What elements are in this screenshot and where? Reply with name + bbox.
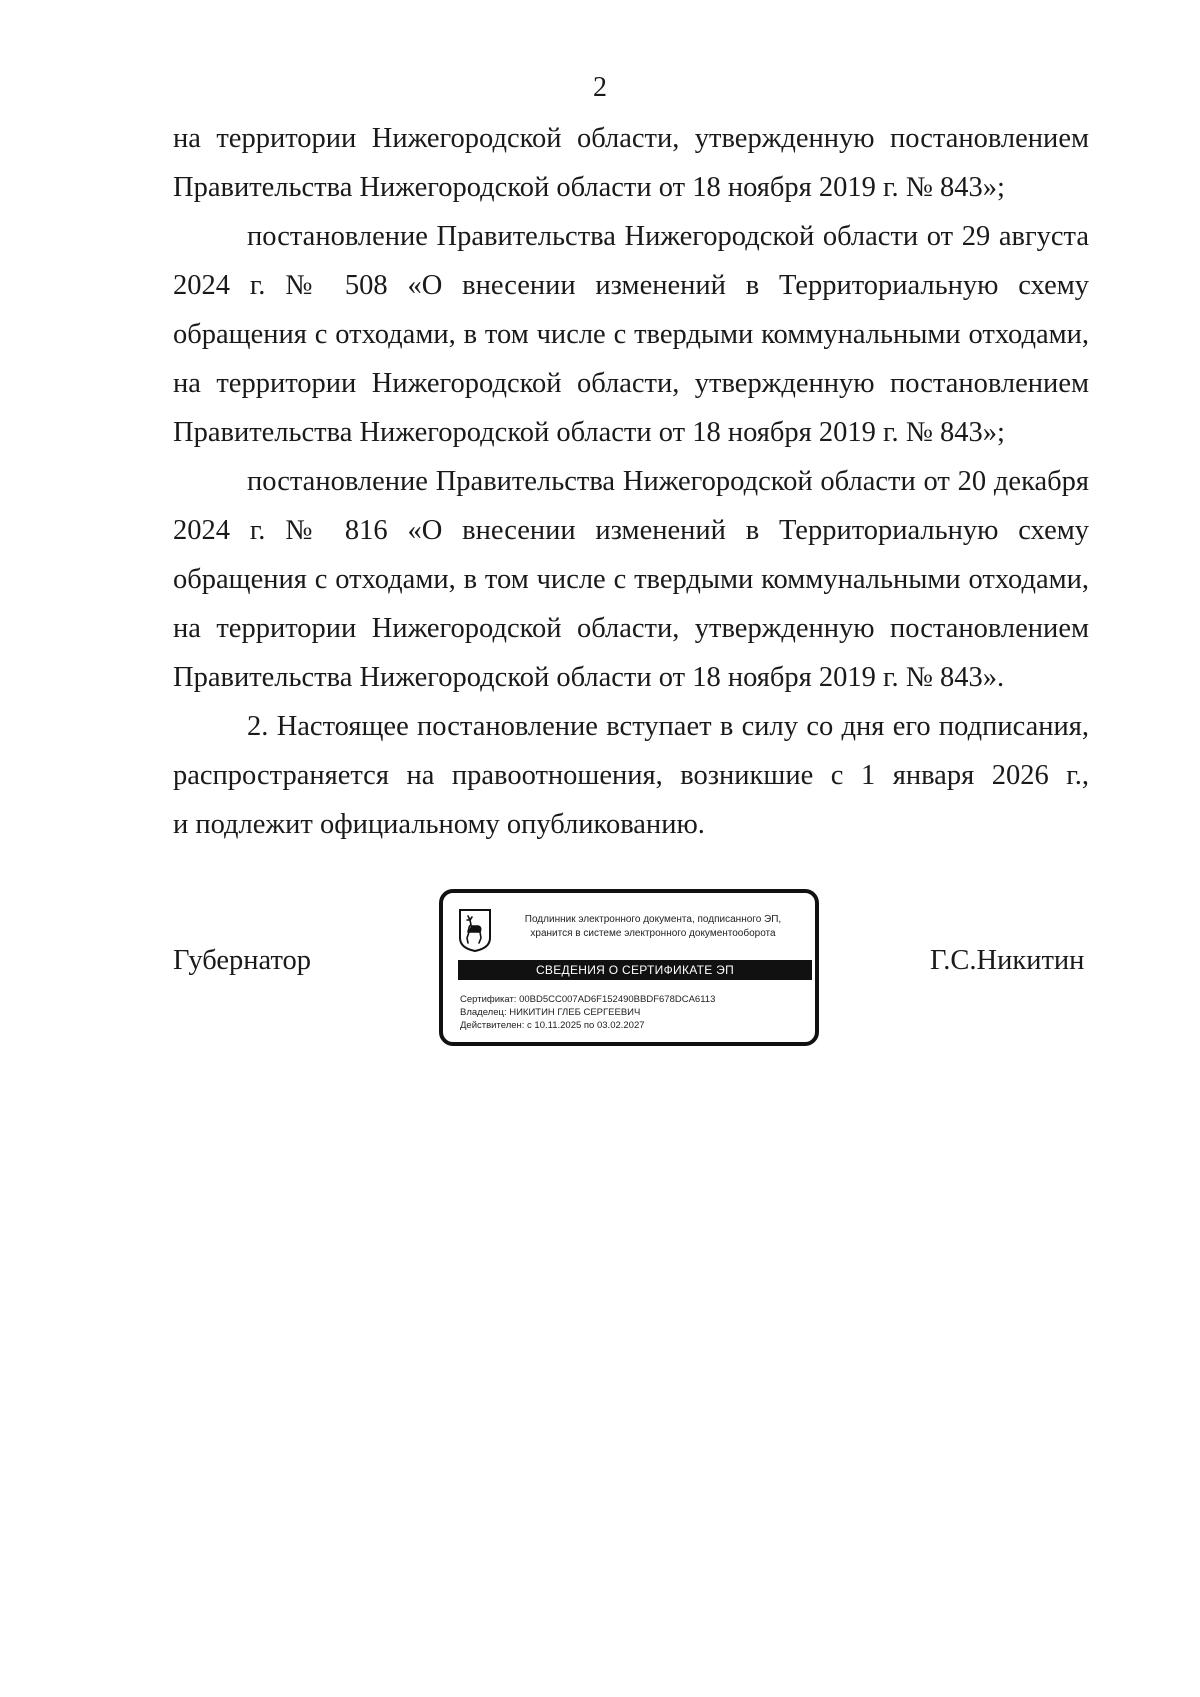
- signatory-name: Г.С.Никитин: [930, 945, 1085, 976]
- text-line: постановление Правительства Нижегородской области от 20 декабря: [247, 466, 1089, 497]
- owner-row: [460, 1006, 810, 1019]
- text-line: на территории Нижегородской области, утвержденную постановлением: [173, 368, 1089, 399]
- text-line: и подлежит официальному опубликованию.: [173, 809, 705, 840]
- paragraph-resolution-508: [173, 212, 1089, 457]
- text-line: 2024 г. № 816 «О внесении изменений в Территориальную схему: [173, 515, 1089, 546]
- text-line: Правительства Нижегородской области от 18 ноября 2019 г. № 843».: [173, 662, 1005, 693]
- signatory-position: Губернатор: [173, 945, 312, 976]
- page-number: 2: [593, 72, 607, 103]
- text-line: на территории Нижегородской области, утвержденную постановлением: [173, 613, 1089, 644]
- text-line: Правительства Нижегородской области от 18 ноября 2019 г. № 843»;: [173, 172, 1005, 203]
- text-line: на территории Нижегородской области, утвержденную постановлением: [173, 123, 1089, 154]
- paragraph-resolution-816: [173, 457, 1089, 702]
- paragraph-effective-date: [173, 702, 1089, 849]
- stamp-header-line: Подлинник электронного документа, подписанного ЭП,: [524, 914, 782, 925]
- validity-label: Действителен:: [460, 1020, 525, 1031]
- certificate-label: Сертификат:: [460, 994, 517, 1005]
- stamp-details: [460, 993, 810, 1032]
- text-line: 2024 г. № 508 «О внесении изменений в Территориальную схему: [173, 270, 1089, 301]
- text-line: постановление Правительства Нижегородской области от 29 августа: [247, 221, 1089, 252]
- deer-emblem-icon: [458, 908, 492, 952]
- paragraph-continuation: [173, 114, 1089, 212]
- stamp-header: [503, 913, 803, 941]
- text-line: обращения с отходами, в том числе с твердыми коммунальными отходами,: [173, 564, 1089, 595]
- text-line: обращения с отходами, в том числе с твердыми коммунальными отходами,: [173, 319, 1089, 350]
- owner-label: Владелец:: [460, 1007, 507, 1018]
- stamp-header-line: хранится в системе электронного документооборота: [530, 928, 776, 939]
- text-line: 2. Настоящее постановление вступает в силу со дня его подписания,: [247, 711, 1089, 742]
- validity-value: с 10.11.2025 по 03.02.2027: [527, 1020, 645, 1031]
- document-body: [173, 114, 1089, 849]
- validity-row: [460, 1019, 810, 1032]
- owner-value: НИКИТИН ГЛЕБ СЕРГЕЕВИЧ: [509, 1007, 641, 1018]
- stamp-title: СВЕДЕНИЯ О СЕРТИФИКАТЕ ЭП: [458, 960, 812, 980]
- text-line: Правительства Нижегородской области от 18 ноября 2019 г. № 843»;: [173, 417, 1005, 448]
- electronic-signature-stamp: [439, 889, 819, 1046]
- certificate-row: [460, 993, 810, 1006]
- text-line: распространяется на правоотношения, возникшие с 1 января 2026 г.,: [173, 760, 1089, 791]
- certificate-value: 00BD5CC007AD6F152490BBDF678DCA6113: [519, 994, 716, 1005]
